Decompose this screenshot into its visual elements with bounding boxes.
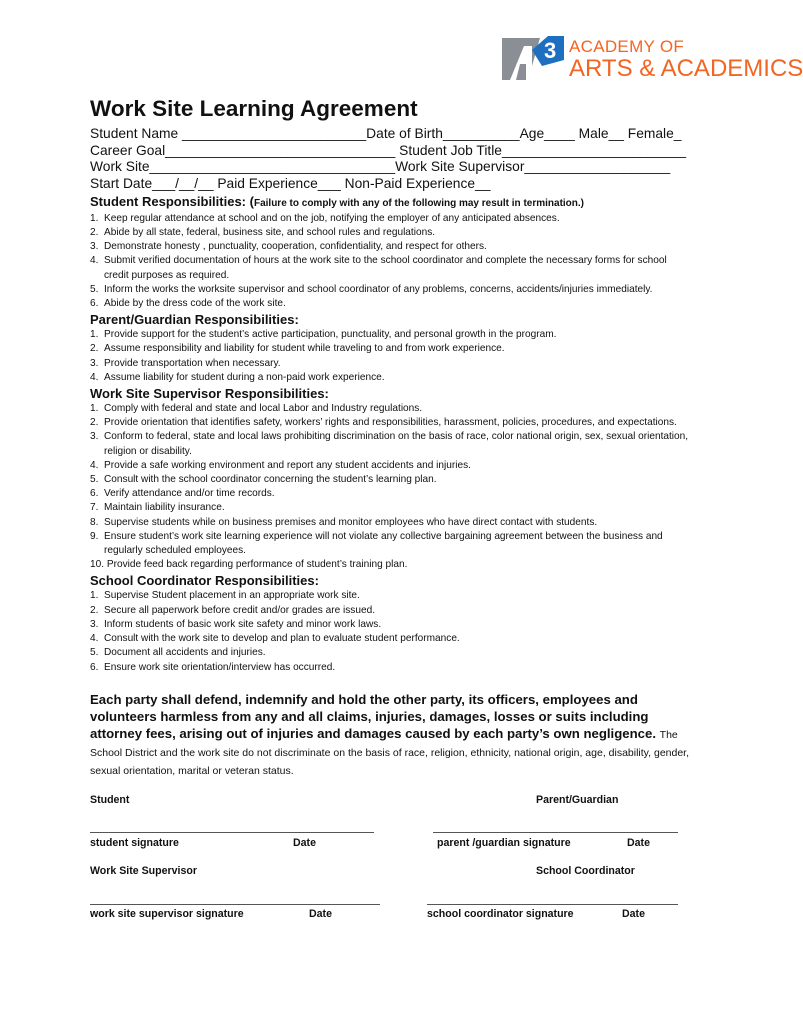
student-date-label: Date <box>293 837 316 849</box>
page-title: Work Site Learning Agreement <box>90 96 418 121</box>
list-item: 7. Maintain liability insurance. <box>90 502 225 514</box>
field-line-work-site[interactable]: Work Site________________________________Work Site Supervisor___________________ <box>90 159 671 175</box>
list-item: 6. Verify attendance and/or time records. <box>90 488 275 500</box>
field-line-career-goal[interactable]: Career Goal______________________________ Student Job Title________________________ <box>90 142 687 158</box>
list-item: 4. Assume liability for student during a non-paid work experience. <box>90 371 385 383</box>
list-item: 1. Supervise Student placement in an appropriate work site. <box>90 590 360 602</box>
indemnity-bold-text: Each party shall defend, indemnify and hold the other party, its officers, employees and volunteers harmless from any and all claims, injuries, damages, losses or suits including attorney fees, arising out of injuries and damages caused by each party’s own negligence. <box>90 691 656 741</box>
list-item: 8. Supervise students while on business premises and monitor employees who have direct contact with students. <box>90 516 598 528</box>
svg-text:3: 3 <box>544 38 557 63</box>
responsibility-list <box>90 212 690 311</box>
supervisor-heading: Work Site Supervisor <box>90 865 197 877</box>
student-signature-label: student signature <box>90 837 179 849</box>
list-item: 5. Inform the works the worksite supervisor and school coordinator of any problems, concerns, accidents/injuries immediately. <box>90 283 653 295</box>
supervisor-signature-line[interactable] <box>90 904 380 905</box>
section-heading: Work Site Supervisor Responsibilities: <box>90 386 329 402</box>
list-item: 5. Document all accidents and injuries. <box>90 647 266 659</box>
list-item: 3. Demonstrate honesty , punctuality, cooperation, confidentiality, and respect for others. <box>90 241 487 253</box>
list-item: 2. Abide by all state, federal, business site, and school rules and regulations. <box>90 227 436 239</box>
section-heading: Student Responsibilities: ( <box>90 193 254 209</box>
list-item: 3. Conform to federal, state and local laws prohibiting discrimination on the basis of race, color national origin, sex, sexual orientation, religion or disability. <box>90 431 689 457</box>
list-item: 2. Assume responsibility and liability for student while traveling to and from work experience. <box>90 343 505 355</box>
list-item: 4. Consult with the work site to develop and plan to evaluate student performance. <box>90 633 460 645</box>
indemnity-paragraph <box>90 691 690 779</box>
list-item: 1. Keep regular attendance at school and on the job, notifying the employer of any anticipated absences. <box>90 212 560 224</box>
list-item: 2. Provide orientation that identifies safety, workers’ rights and responsibilities, harassment, policies, procedures, and expectations. <box>90 417 677 429</box>
list-item: 6. Abide by the dress code of the work site. <box>90 298 286 310</box>
nondiscrimination-text: The School District and the work site do not discriminate on the basis of race, religion, ethnicity, national origin, age, disability, gender, sexual orientation, marital or veteran status. <box>90 728 690 777</box>
student-info-fields <box>90 126 690 193</box>
student-signature-line[interactable] <box>90 832 374 833</box>
list-item: 4. Submit verified documentation of hours at the work site to the school coordinator and complete the necessary forms for school credit purposes as required. <box>90 255 667 281</box>
list-item: 9. Ensure student’s work site learning experience will not violate any collective bargaining agreement between the business and regularly scheduled employees. <box>90 530 663 557</box>
logo-text-line2: ARTS & ACADEMICS <box>569 55 803 82</box>
section-student-responsibilities <box>90 194 690 311</box>
list-item: 1. Provide support for the student’s active participation, punctuality, and personal growth in the program. <box>90 329 557 341</box>
field-line-name-dob[interactable]: Student Name ________________________Date of Birth__________Age____ Male__ Female_ <box>90 126 682 141</box>
list-item: 4. Provide a safe working environment and report any student accidents and injuries. <box>90 459 471 471</box>
parent-date-label: Date <box>627 837 650 849</box>
coordinator-signature-line[interactable] <box>427 904 678 905</box>
section-heading: Parent/Guardian Responsibilities: <box>90 312 299 328</box>
list-item: 10. Provide feed back regarding performance of student’s training plan. <box>90 559 408 571</box>
parent-heading: Parent/Guardian <box>536 794 619 806</box>
section-supervisor-responsibilities <box>90 386 690 572</box>
coordinator-signature-label: school coordinator signature <box>427 908 574 920</box>
list-item: 6. Ensure work site orientation/interview has occurred. <box>90 661 336 673</box>
list-item: 3. Provide transportation when necessary. <box>90 357 281 369</box>
parent-signature-line[interactable] <box>433 832 678 833</box>
list-item: 3. Inform students of basic work site safety and minor work laws. <box>90 618 382 630</box>
section-note: Failure to comply with any of the following may result in termination.) <box>253 197 584 209</box>
responsibility-list <box>90 589 690 674</box>
parent-signature-label: parent /guardian signature <box>437 837 571 849</box>
list-item: 1. Comply with federal and state and local Labor and Industry regulations. <box>90 403 423 415</box>
field-line-start-date[interactable]: Start Date___/__/__ Paid Experience___ Non-Paid Experience__ <box>90 176 491 192</box>
responsibility-list <box>90 402 690 572</box>
coordinator-date-label: Date <box>622 908 645 920</box>
agreement-body <box>90 96 690 779</box>
section-parent-responsibilities <box>90 312 690 385</box>
supervisor-date-label: Date <box>309 908 332 920</box>
academy-logo <box>502 36 803 84</box>
student-heading: Student <box>90 794 130 806</box>
section-coordinator-responsibilities <box>90 573 690 674</box>
coordinator-heading: School Coordinator <box>536 865 635 877</box>
list-item: 5. Consult with the school coordinator concerning the student’s learning plan. <box>90 474 437 486</box>
list-item: 2. Secure all paperwork before credit and/or grades are issued. <box>90 604 375 616</box>
responsibility-list <box>90 328 690 385</box>
supervisor-signature-label: work site supervisor signature <box>90 908 244 920</box>
logo-text-line1: ACADEMY OF <box>569 37 685 56</box>
section-heading: School Coordinator Responsibilities: <box>90 573 319 589</box>
a3-logo-icon <box>502 36 566 82</box>
